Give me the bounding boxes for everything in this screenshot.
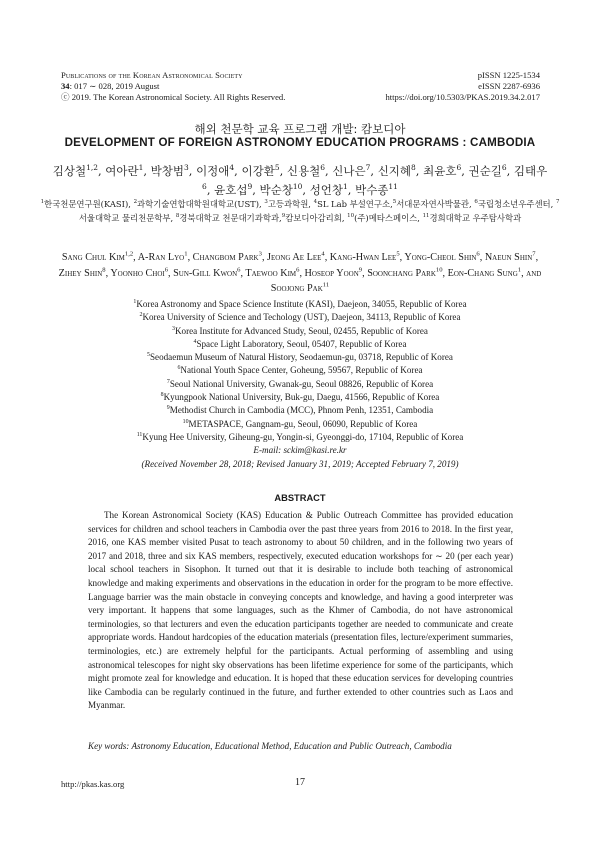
affiliation-sup-en: 7 [166,378,170,385]
author-sup-en: 5 [396,250,400,258]
author-sup-en: 8 [102,266,106,274]
affiliations-english [40,298,560,471]
received-dates: (Received November 28, 2018; Revised January 31, 2019; Accepted February 7, 2019) [141,458,459,469]
author-sup-ko: 9 [247,182,253,192]
affiliation-sup-ko: 11 [422,212,430,219]
author-sup-en: 4 [321,250,325,258]
author-sup-en: 1 [517,266,522,274]
affiliation-en: METASPACE, Gangnam-gu, Seoul, 06090, Republic of Korea [188,418,418,429]
affiliation-en: Methodist Church in Cambodia (MCC), Phnom Penh, 12351, Cambodia [169,405,434,416]
affiliation-en: Korea Institute for Advanced Study, Seoul, 02455, Republic of Korea [174,325,428,336]
author-name-ko: 신용철 [286,164,321,178]
affiliation-sup-ko: 9 [281,212,286,219]
author-name-ko: 신나은 [332,164,366,178]
author-name-en: Taewoo Kim [245,267,297,279]
affiliation-sup-ko: 6 [474,199,478,206]
authors-english: Sang Chul Kim$^{1,2}$, A-Ran Lyo$^1$, Changbom Park$^3$, Jeong Ae Lee$^4$, Kang-Hwan Lee$^5$, Yong-Cheol Shin$^6$, Naeun Shin$^7$, Zihey Shin$^8$, Yoonho Choi$^6$, Sun-Gill Kwon$^6$, Taewoo Kim$^6$, Hoseop Yoon$^9$, Soonchang Park$^{10}$, Eon-Chang Sung$^1$, and Soojong Pak$^{11}$ [58,250,542,294]
affiliation-sup-en: 6 [177,365,181,372]
affiliation-en: Seoul National University, Gwanak-gu, Seoul 08826, Republic of Korea [169,378,434,389]
affiliation-en-line [40,298,560,311]
affiliation-ko: 경북대학교 천문대기과학과, [179,212,282,223]
author-name-en: Changbom Park [192,252,259,263]
author-name-en: Yoonho Choi [110,267,165,279]
affiliation-sup-en: 5 [147,352,150,359]
author-name-en: Sang Chul Kim [61,252,125,263]
author-name-ko: 윤호섭 [214,183,248,197]
author-name-ko: 이강환 [241,164,275,178]
affiliation-ko: 고등과학원, [267,199,314,209]
author-sup-en: 3 [258,250,262,258]
author-sup-ko: 5 [274,163,280,173]
author-sup-ko: 1 [343,182,348,192]
affiliation-sup-en: 8 [160,392,164,399]
affiliation-sup-ko: 4 [313,199,318,206]
volume-number: 34 [61,81,70,91]
author-name-en: Soojong Pak [270,283,323,294]
affiliation-ko: 서울대학교 물리천문학부, [78,212,176,223]
author-name-en: Soonchang Park [367,267,436,279]
volume-pages-date: : 017 ∼ 028, 2019 August [69,81,160,91]
pissn: pISSN 1225-1534 [477,70,540,80]
author-sup-en: 7 [532,250,536,258]
affiliation-ko: 국립청소년우주센터, [477,199,556,209]
affiliation-ko: 과학기술연합대학원대학교(UST), [137,199,265,209]
affiliation-sup-en: 9 [166,405,170,412]
affiliation-en-line [40,418,560,431]
volume-info [61,81,285,92]
author-name-en: Zihey Shin [58,267,103,279]
author-name-en: A-Ran Lyo [137,252,185,263]
author-sup-en: 1,2 [124,250,134,258]
affiliation-sup-ko: 8 [175,212,180,219]
affiliation-en-line [40,431,560,444]
affiliation-en: National Youth Space Center, Goheung, 59567, Republic of Korea [180,365,423,376]
affiliation-sup-en: 2 [139,312,143,319]
author-sup-ko: 10 [292,182,303,192]
affiliation-ko: 캄보디아감리회, [285,212,348,223]
affiliation-ko: 서대문자연사박물관, [396,199,475,209]
abstract-heading: ABSTRACT [274,493,326,503]
issn-header [385,70,540,103]
author-sup-en: 6 [476,250,480,258]
affiliation-en-line [40,338,560,351]
author-sup-ko: 3 [184,163,189,173]
author-sup-en: 6 [237,266,241,274]
affiliation-en: Space Light Laboratory, Seoul, 05407, Republic of Korea [196,338,407,349]
affiliation-en: Kyung Hee University, Giheung-gu, Yongin-si, Gyeonggi-do, 17104, Republic of Korea [142,431,464,442]
author-sup-en: 6 [296,266,300,274]
author-name-ko: 권순길 [468,164,502,178]
affiliation-ko: (주)메타스페이스, [354,212,423,223]
author-name-ko: 성언창 [309,183,344,197]
contact-email[interactable]: E-mail: sckim@kasi.re.kr [253,445,347,456]
author-name-en: Kang-Hwan Lee [329,252,397,263]
affiliation-en-line [40,351,560,364]
affiliation-sup-ko: 1 [40,199,45,206]
affiliation-ko: 경희대학교 우주탐사학과 [429,212,522,223]
author-sup-ko: 4 [229,163,235,173]
affiliation-sup-ko: 7 [555,199,560,206]
author-name-ko: 박수종 [355,183,389,197]
author-sup-en: 1 [184,250,188,258]
author-sup-ko: 7 [365,163,371,173]
affiliation-en: Korea University of Science and Techology (UST), Daejeon, 34113, Republic of Korea [142,312,461,323]
author-name-ko: 여아란 [105,164,139,178]
affiliation-ko: SL Lab 부설연구소, [317,199,393,209]
affiliation-sup-ko: 10 [347,212,355,219]
affiliation-en-line [40,391,560,404]
author-sup-ko: 8 [411,163,416,173]
author-sup-ko: 1 [138,163,144,173]
authors-korean: 김상철$^{1,2}$, 여아란$^1$, 박창범$^3$, 이정애$^4$, 이강환$^5$, 신용철$^6$, 신나은$^7$, 신지혜$^8$, 최윤호$^6$, 권순길$^6$, 김태우$^6$, 윤호섭$^9$, 박순창$^{10}$, 성언창$^1$, 박수종$^{11}$ [52,163,548,197]
author-sup-en: 11 [322,281,330,289]
affiliation-list [40,298,560,444]
affiliation-sup-ko: 5 [392,199,397,206]
affiliation-sup-en: 3 [172,325,175,332]
author-name-ko: 김상철 [52,164,87,178]
affiliation-en-line [40,364,560,377]
keywords: Key words: Astronomy Education, Educational Method, Education and Public Outreach, Cambodia [88,741,452,751]
author-name-ko: 김태우 [513,164,548,178]
journal-header [61,70,285,103]
affiliation-sup-en: 11 [136,431,143,438]
affiliation-en: Korea Astronomy and Space Science Institute (KASI), Daejeon, 34055, Republic of Korea [136,299,467,309]
author-name-en: Yong-Cheol Shin [404,252,477,263]
author-name-en: Jeong Ae Lee [267,252,322,263]
author-name-ko: 최윤호 [423,164,457,178]
author-name-ko: 신지혜 [377,164,412,178]
journal-name: Publications of the Korean Astronomical Society [61,70,243,80]
author-sup-ko: 6 [456,163,462,173]
author-name-ko: 이정애 [196,164,230,178]
author-conjunction: and [526,267,542,279]
author-sup-en: 10 [435,266,443,274]
affiliation-ko: 한국천문연구원(KASI), [44,199,134,209]
affiliation-en: Kyungpook National University, Buk-gu, Daegu, 41566, Republic of Korea [163,392,440,403]
affiliation-sup-en: 4 [193,338,197,345]
author-name-ko: 박창범 [150,164,184,178]
footer-url[interactable]: http://pkas.kas.org [61,779,125,789]
author-sup-ko: 6 [320,163,325,173]
author-sup-ko: 1,2 [86,163,98,173]
abstract-body: The Korean Astronomical Society (KAS) Education & Public Outreach Committee has provided education services for children and school teachers in Cambodia over the past three years from 2016 to 2018. In the first year, 2016, one KAS member visited Pusat to teach astronomy to about 50 children, and in the following two years of 2017 and 2018, three and six KAS members, respectively, executed education workshops for ∼ 20 (per each year) local school teachers in Sisophon. It turned out that it is desirable to include both teaching of astronomical knowledge and making experiments and observations in the education in order for the program to be more effective. Language barrier was the main obstacle in conveying concepts and knowledge, and having a good interpreter was very important. It happens that some languages, such as the Khmer of Cambodia, do not have astronomical terminologies, so that lecturers and even the education participants together are needed to communicate and create appropriate words. Handout hardcopies of the education materials (presentation files, lecture/experiment summaries, terminologies, etc.) are extremely helpful for the participants. Actual performing of assembling and using astronomical telescopes for night sky observations has been lifetime experience for some of the participants, which might promote zeal for knowledge and education. It is hoped that these education services for developing countries like Cambodia can be regularly continued in the future, and further extended to other countries such as Laos and Myanmar. [88,510,513,711]
page-number: 17 [295,777,305,788]
eissn: eISSN 2287-6936 [478,81,540,91]
affiliation-en-line [40,404,560,417]
affiliations-korean [40,198,560,225]
affiliation-sup-en: 10 [182,418,189,425]
author-name-ko: 박순창 [259,183,293,197]
title-english: DEVELOPMENT OF FOREIGN ASTRONOMY EDUCATION PROGRAMS : CAMBODIA [64,136,536,149]
author-name-en: Hoseop Yoon [304,267,359,279]
author-sup-en: 9 [358,266,363,274]
author-sup-ko: 6 [501,163,507,173]
affiliation-en-line [40,325,560,338]
affiliation-sup-en: 1 [133,298,137,305]
author-sup-en: 6 [164,266,169,274]
author-name-en: Eon-Chang Sung [447,267,518,279]
affiliation-sup-ko: 2 [133,199,138,206]
author-sup-ko: 6 [202,182,207,192]
affiliation-sup-ko: 3 [264,199,268,206]
title-korean: 해외 천문학 교육 프로그램 개발: 캄보디아 [194,122,406,136]
author-name-en: Naeun Shin [484,252,533,263]
affiliation-en: Seodaemun Museum of Natural History, Seodaemun-gu, 03718, Republic of Korea [149,352,453,363]
author-name-en: Sun-Gill Kwon [173,267,238,279]
author-sup-ko: 11 [388,182,398,192]
affiliation-en-line [40,311,560,324]
affiliation-en-line [40,378,560,391]
doi-link[interactable]: https://doi.org/10.5303/PKAS.2019.34.2.017 [385,92,540,102]
copyright-notice: ⓒ 2019. The Korean Astronomical Society. All Rights Reserved. [61,92,286,102]
